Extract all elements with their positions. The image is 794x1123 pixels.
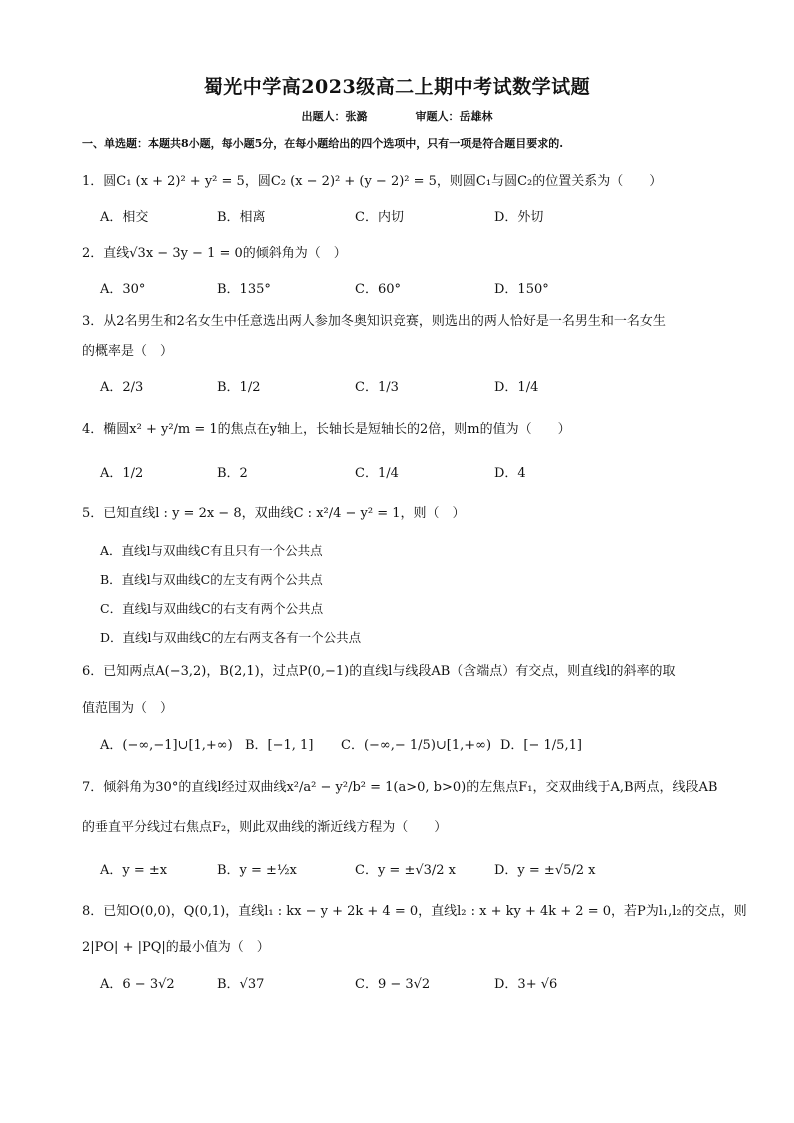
question-7-stem: 7．倾斜角为30°的直线l经过双曲线x²/a² − y²/b² = 1(a>0, b>0)的左焦点F₁，交双曲线于A,B两点，线段AB — [82, 780, 718, 795]
option-d: D．y = ±√5/2 x — [494, 863, 596, 878]
question-8-stem: 8．已知O(0,0)，Q(0,1)，直线l₁ : kx − y + 2k + 4 = 0，直线l₂ : x + ky + 4k + 2 = 0，若P为l₁,l₂的交点，则 — [82, 904, 747, 919]
question-2-stem: 2．直线√3x − 3y − 1 = 0的倾斜角为（ ） — [82, 246, 347, 261]
option-b: B．135° — [217, 282, 271, 297]
question-8-stem-cont: 2|PO| + |PQ|的最小值为（ ） — [82, 940, 270, 955]
option-c: C．内切 — [355, 210, 404, 225]
page-title: 蜀光中学高2023级高二上期中考试数学试题 — [203, 76, 591, 98]
option-c: C．60° — [355, 282, 401, 297]
option-a: A．y = ±x — [100, 863, 168, 878]
option-c: C．1/4 — [355, 466, 399, 481]
option-a: A．相交 — [100, 210, 149, 225]
option-b: B．直线l与双曲线C的左支有两个公共点 — [100, 572, 323, 587]
option-b: B．√37 — [217, 977, 265, 992]
question-5-stem: 5．已知直线l : y = 2x − 8，双曲线C : x²/4 − y² = 1，则（ ） — [82, 506, 466, 521]
question-4-stem: 4．椭圆x² + y²/m = 1的焦点在y轴上，长轴长是短轴长的2倍，则m的值为（ ） — [82, 422, 571, 437]
section-heading: 一、单选题：本题共8小题，每小题5分，在每小题给出的四个选项中，只有一项是符合题目要求的. — [82, 137, 564, 150]
option-c: C．(−∞,− 1/5)∪[1,+∞) — [341, 738, 492, 753]
option-c: C．9 − 3√2 — [355, 977, 431, 992]
option-b: B．1/2 — [217, 380, 261, 395]
option-d: D．150° — [494, 282, 549, 297]
option-d: D．[− 1/5,1] — [500, 738, 582, 753]
option-b: B．2 — [217, 466, 248, 481]
option-b: B．y = ±½x — [217, 863, 297, 878]
question-3-stem: 3．从2名男生和2名女生中任意选出两人参加冬奥知识竞赛，则选出的两人恰好是一名男生和一名女生 — [82, 314, 666, 329]
option-a: A．1/2 — [100, 466, 144, 481]
option-d: D．外切 — [494, 210, 544, 225]
option-a: A．30° — [100, 282, 146, 297]
setter: 出题人：张潞 — [301, 110, 368, 123]
option-d: D．3+ √6 — [494, 977, 558, 992]
question-7-stem-cont: 的垂直平分线过右焦点F₂，则此双曲线的渐近线方程为（ ） — [82, 820, 448, 835]
option-a: A．2/3 — [100, 380, 144, 395]
question-6-stem-cont: 值范围为（ ） — [82, 701, 174, 716]
reviewer: 审题人：岳雄林 — [415, 110, 493, 123]
option-b: B．相离 — [217, 210, 266, 225]
option-c: C．y = ±√3/2 x — [355, 863, 457, 878]
option-b: B．[−1, 1] — [245, 738, 314, 753]
option-c: C．直线l与双曲线C的右支有两个公共点 — [100, 601, 324, 616]
question-3-stem-cont: 的概率是（ ） — [82, 344, 174, 359]
question-1-stem: 1．圆C₁ (x + 2)² + y² = 5，圆C₂ (x − 2)² + (y − 2)² = 5，则圆C₁与圆C₂的位置关系为（ ） — [82, 174, 663, 189]
option-a: A．6 − 3√2 — [100, 977, 175, 992]
option-a: A．直线l与双曲线C有且只有一个公共点 — [100, 543, 323, 558]
question-6-stem: 6．已知两点A(−3,2)，B(2,1)，过点P(0,−1)的直线l与线段AB（含端点）有交点，则直线l的斜率的取 — [82, 664, 676, 679]
authors-line — [0, 108, 794, 124]
option-c: C．1/3 — [355, 380, 399, 395]
option-a: A．(−∞,−1]∪[1,+∞) — [100, 738, 233, 753]
option-d: D．直线l与双曲线C的左右两支各有一个公共点 — [100, 630, 362, 645]
option-d: D．1/4 — [494, 380, 539, 395]
option-d: D．4 — [494, 466, 526, 481]
